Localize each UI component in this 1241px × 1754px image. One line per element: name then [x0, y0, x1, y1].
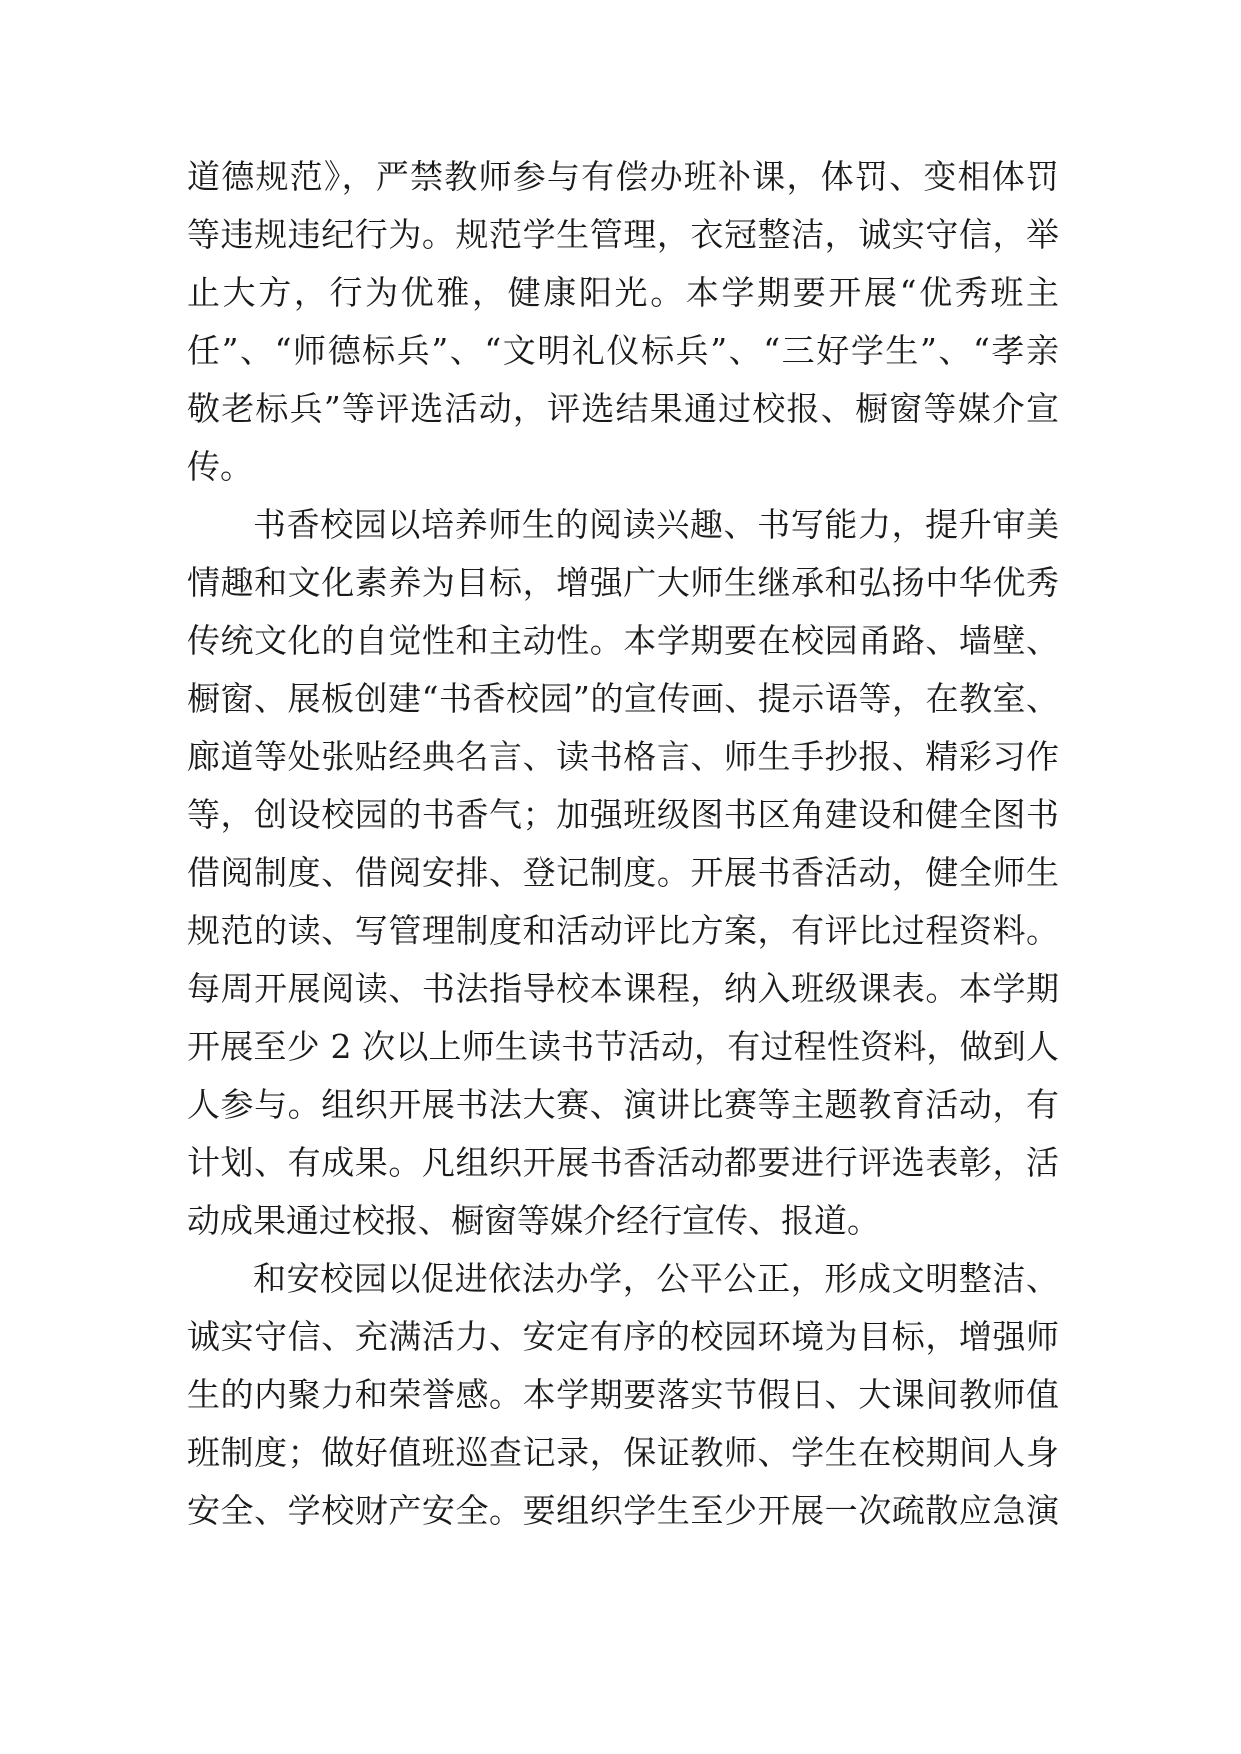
- paragraph-first-line: 书香校园以培养师生的阅读兴趣、书写能力，提升审美: [253, 505, 1059, 544]
- text-line: 止大方，行为优雅，健康阳光。本学期要开展“优秀班主: [187, 273, 1059, 312]
- text-line: 传。: [187, 447, 253, 486]
- text-line: 情趣和文化素养为目标，增强广大师生继承和弘扬中华优秀: [187, 563, 1059, 602]
- text-line: 借阅制度、借阅安排、登记制度。开展书香活动，健全师生: [187, 853, 1059, 892]
- paragraph-first-line: 和安校园以促进依法办学，公平公正，形成文明整洁、: [253, 1259, 1059, 1298]
- text-line: 开展至少 2 次以上师生读书节活动，有过程性资料，做到人: [187, 1027, 1059, 1066]
- text-line: 动成果通过校报、橱窗等媒介经行宣传、报道。: [187, 1201, 880, 1240]
- text-line: 传统文化的自觉性和主动性。本学期要在校园甬路、墙壁、: [187, 621, 1059, 660]
- text-line: 诚实守信、充满活力、安定有序的校园环境为目标，增强师: [187, 1317, 1059, 1356]
- text-line: 橱窗、展板创建“书香校园”的宣传画、提示语等，在教室、: [187, 679, 1059, 718]
- text-line: 计划、有成果。凡组织开展书香活动都要进行评选表彰，活: [187, 1143, 1059, 1182]
- text-line: 每周开展阅读、书法指导校本课程，纳入班级课表。本学期: [187, 969, 1059, 1008]
- text-line: 规范的读、写管理制度和活动评比方案，有评比过程资料。: [187, 911, 1059, 950]
- text-line: 等，创设校园的书香气；加强班级图书区角建设和健全图书: [187, 795, 1059, 834]
- text-line: 人参与。组织开展书法大赛、演讲比赛等主题教育活动，有: [187, 1085, 1059, 1124]
- text-line: 廊道等处张贴经典名言、读书格言、师生手抄报、精彩习作: [187, 737, 1059, 776]
- text-line: 等违规违纪行为。规范学生管理，衣冠整洁，诚实守信，举: [187, 215, 1059, 254]
- text-line: 安全、学校财产安全。要组织学生至少开展一次疏散应急演: [187, 1491, 1059, 1530]
- text-line: 任”、“师德标兵”、“文明礼仪标兵”、“三好学生”、“孝亲: [187, 331, 1059, 370]
- text-line: 生的内聚力和荣誉感。本学期要落实节假日、大课间教师值: [187, 1375, 1059, 1414]
- text-line: 敬老标兵”等评选活动，评选结果通过校报、橱窗等媒介宣: [187, 389, 1059, 428]
- text-line: 道德规范》，严禁教师参与有偿办班补课，体罚、变相体罚: [187, 157, 1059, 196]
- text-line: 班制度；做好值班巡查记录，保证教师、学生在校期间人身: [187, 1433, 1059, 1472]
